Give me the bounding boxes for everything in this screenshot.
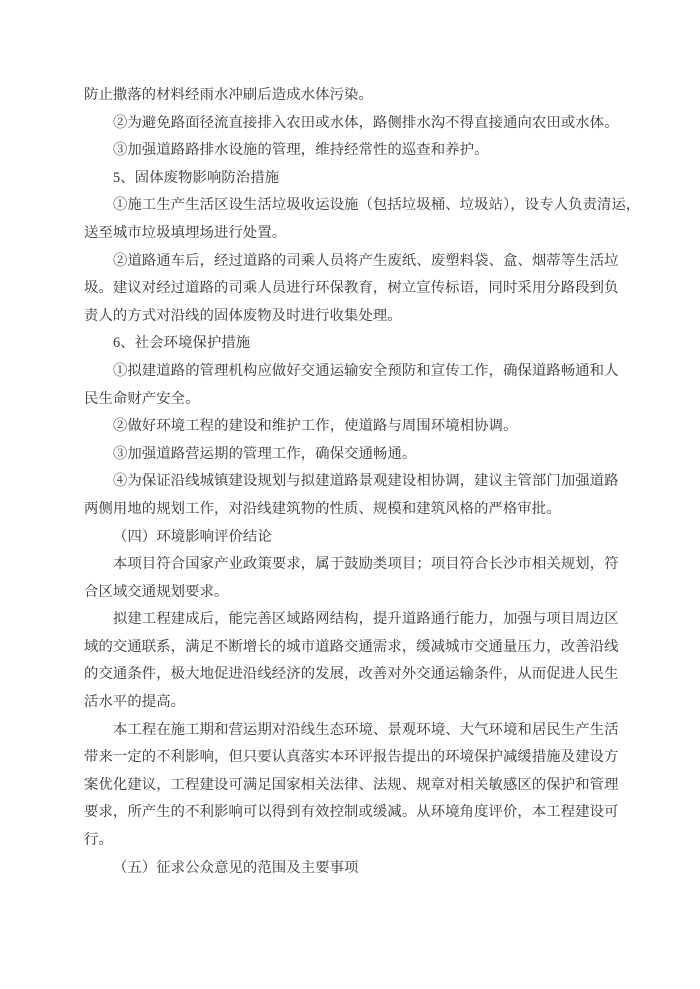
text-line: 圾。建议对经过道路的司乘人员进行环保教育，树立宣传标语，同时采用分路段到负 (84, 280, 619, 297)
text-line: 行。 (84, 832, 113, 849)
text-line: 送至城市垃圾填埋场进行处置。 (84, 224, 287, 241)
document-text-block (84, 82, 641, 882)
text-line: ①拟建道路的管理机构应做好交通运输安全预防和宣传工作，确保道路畅通和人 (113, 362, 619, 379)
text-line: ②为避免路面径流直接排入农田或水体，路侧排水沟不得直接通向农田或水体。 (113, 114, 619, 131)
text-line: 要求，所产生的不利影响可以得到有效控制或缓减。从环境角度评价，本工程建设可 (84, 804, 619, 821)
text-line: 拟建工程建成后，能完善区域路网结构，提升道路通行能力，加强与项目周边区 (113, 611, 619, 628)
text-line: 的交通条件，极大地促进沿线经济的发展，改善对外交通运输条件，从而促进人民生 (84, 666, 619, 683)
text-line: ②道路通车后，经过道路的司乘人员将产生废纸、废塑料袋、盒、烟蒂等生活垃 (113, 252, 619, 269)
text-line: 民生命财产安全。 (84, 390, 200, 407)
text-line: ④为保证沿线城镇建设规划与拟建道路景观建设相协调，建议主管部门加强道路 (113, 473, 619, 490)
text-line: 合区域交通规划要求。 (84, 583, 229, 600)
section-heading: 6、社会环境保护措施 (113, 335, 251, 352)
section-heading: 5、固体废物影响防治措施 (113, 169, 280, 186)
text-line: 带来一定的不利影响，但只要认真落实本环评报告提出的环境保护减缓措施及建设方 (84, 749, 619, 766)
text-line: ③加强道路营运期的管理工作，确保交通畅通。 (113, 445, 417, 462)
text-line: ①施工生产生活区设生活垃圾收运设施（包括垃圾桶、垃圾站），设专人负责清运， (113, 197, 641, 214)
text-line: 防止撒落的材料经雨水冲刷后造成水体污染。 (84, 87, 373, 103)
text-line: 两侧用地的规划工作，对沿线建筑物的性质、规模和建筑风格的严格审批。 (84, 500, 561, 517)
text-line: ③加强道路路排水设施的管理，维持经常性的巡查和养护。 (113, 142, 489, 159)
text-line: 案优化建议，工程建设可满足国家相关法律、法规、规章对相关敏感区的保护和管理 (84, 776, 619, 793)
text-line: 本工程在施工期和营运期对沿线生态环境、景观环境、大气环境和居民生产生活 (113, 721, 619, 738)
text-line: 责人的方式对沿线的固体废物及时进行收集处理。 (84, 307, 402, 324)
text-line: 活水平的提高。 (84, 694, 186, 711)
text-line: 本项目符合国家产业政策要求，属于鼓励类项目；项目符合长沙市相关规划，符 (113, 556, 619, 573)
text-line: ②做好环境工程的建设和维护工作，使道路与周围环境相协调。 (113, 418, 518, 435)
section-heading: （五）征求公众意见的范围及主要事项 (113, 859, 359, 876)
text-line: 域的交通联系，满足不断增长的城市道路交通需求，缓减城市交通量压力，改善沿线 (84, 638, 619, 655)
section-heading: （四）环境影响评价结论 (113, 528, 272, 545)
